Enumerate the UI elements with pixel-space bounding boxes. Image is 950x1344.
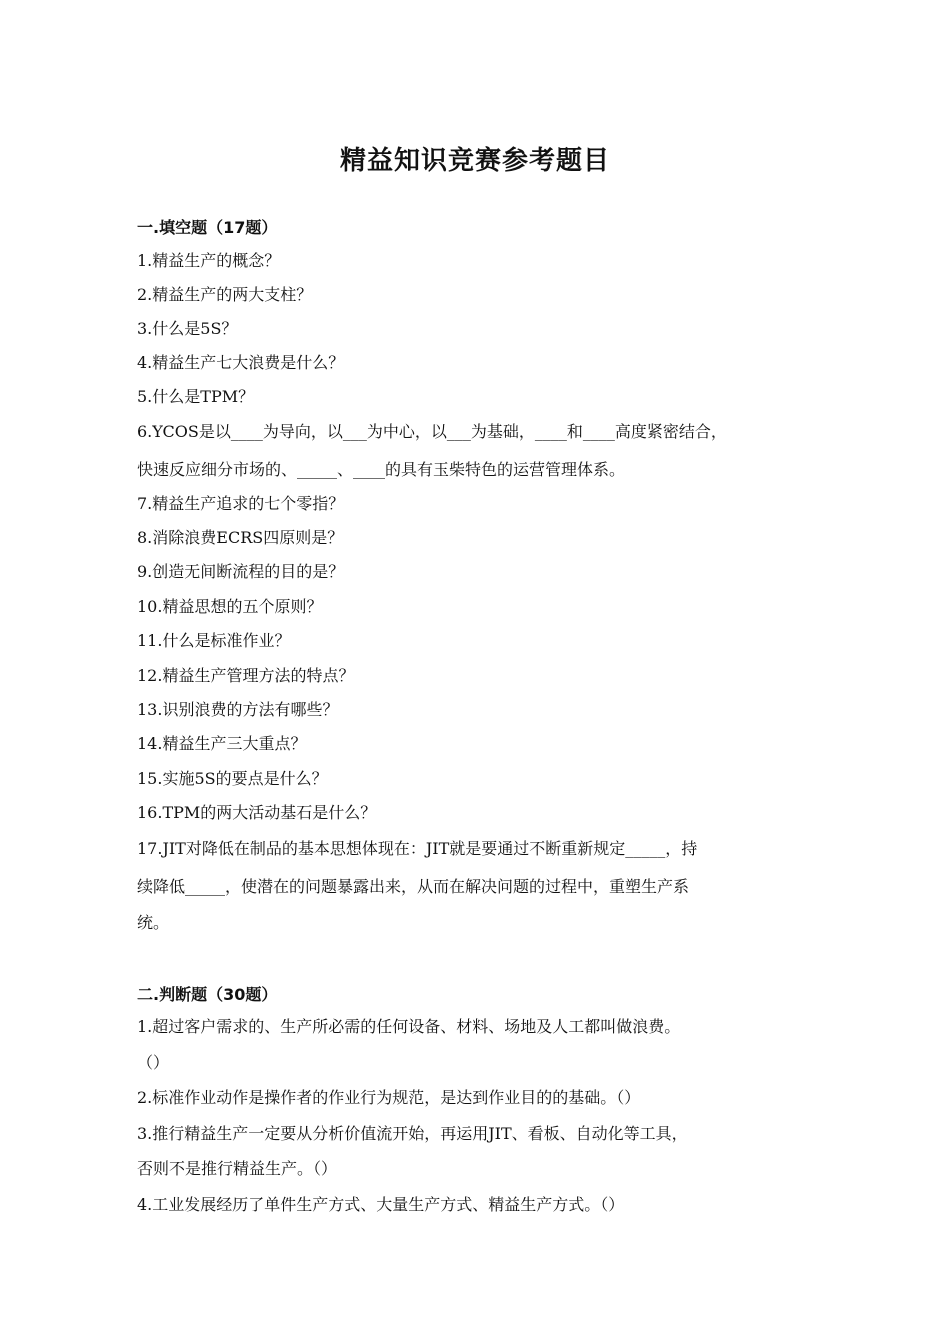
list-item: 2.标准作业动作是操作者的作业行为规范，是达到作业目的的基础。（） xyxy=(137,1088,641,1107)
list-item: 4.精益生产七大浪费是什么？ xyxy=(137,353,345,372)
list-item: 15.实施5S的要点是什么？ xyxy=(137,769,328,788)
list-item: 16.TPM的两大活动基石是什么？ xyxy=(137,803,377,822)
list-item: 12.精益生产管理方法的特点？ xyxy=(137,666,355,685)
list-item: 11.什么是标准作业？ xyxy=(137,631,291,650)
list-item: 17.JIT对降低在制品的基本思想体现在：JIT就是要通过不断重新规定_____，持 xyxy=(137,839,698,858)
list-item-continuation: 统。 xyxy=(137,913,170,932)
list-item: 10.精益思想的五个原则？ xyxy=(137,597,323,616)
list-item: 3.推行精益生产一定要从分析价值流开始，再运用JIT、看板、自动化等工具， xyxy=(137,1124,688,1143)
list-item: 14.精益生产三大重点？ xyxy=(137,734,307,753)
list-item-continuation: 否则不是推行精益生产。（） xyxy=(137,1159,338,1178)
list-item-continuation: 快速反应细分市场的、_____、____的具有玉柴特色的运营管理体系。 xyxy=(137,460,626,479)
list-item: 9.创造无间断流程的目的是？ xyxy=(137,562,345,581)
page-title: 精益知识竞赛参考题目 xyxy=(339,146,610,176)
list-item: 2.精益生产的两大支柱？ xyxy=(137,285,313,304)
section-heading-fill-in: 一.填空题（17题） xyxy=(137,218,278,237)
list-item-continuation: （） xyxy=(137,1053,170,1072)
list-item: 6.YCOS是以____为导向，以___为中心，以___为基础，____和____高度紧密结合， xyxy=(137,422,727,441)
list-item: 7.精益生产追求的七个零指？ xyxy=(137,494,345,513)
list-item: 1.精益生产的概念？ xyxy=(137,251,281,270)
section-heading-true-false: 二.判断题（30题） xyxy=(137,985,278,1004)
list-item: 4.工业发展经历了单件生产方式、大量生产方式、精益生产方式。（） xyxy=(137,1195,625,1214)
list-item-continuation: 续降低_____，使潜在的问题暴露出来，从而在解决问题的过程中，重塑生产系 xyxy=(137,877,690,896)
list-item: 5.什么是TPM？ xyxy=(137,387,255,406)
list-item: 1.超过客户需求的、生产所必需的任何设备、材料、场地及人工都叫做浪费。 xyxy=(137,1017,681,1036)
list-item: 13.识别浪费的方法有哪些？ xyxy=(137,700,339,719)
list-item: 8.消除浪费ECRS四原则是？ xyxy=(137,528,344,547)
list-item: 3.什么是5S？ xyxy=(137,319,238,338)
